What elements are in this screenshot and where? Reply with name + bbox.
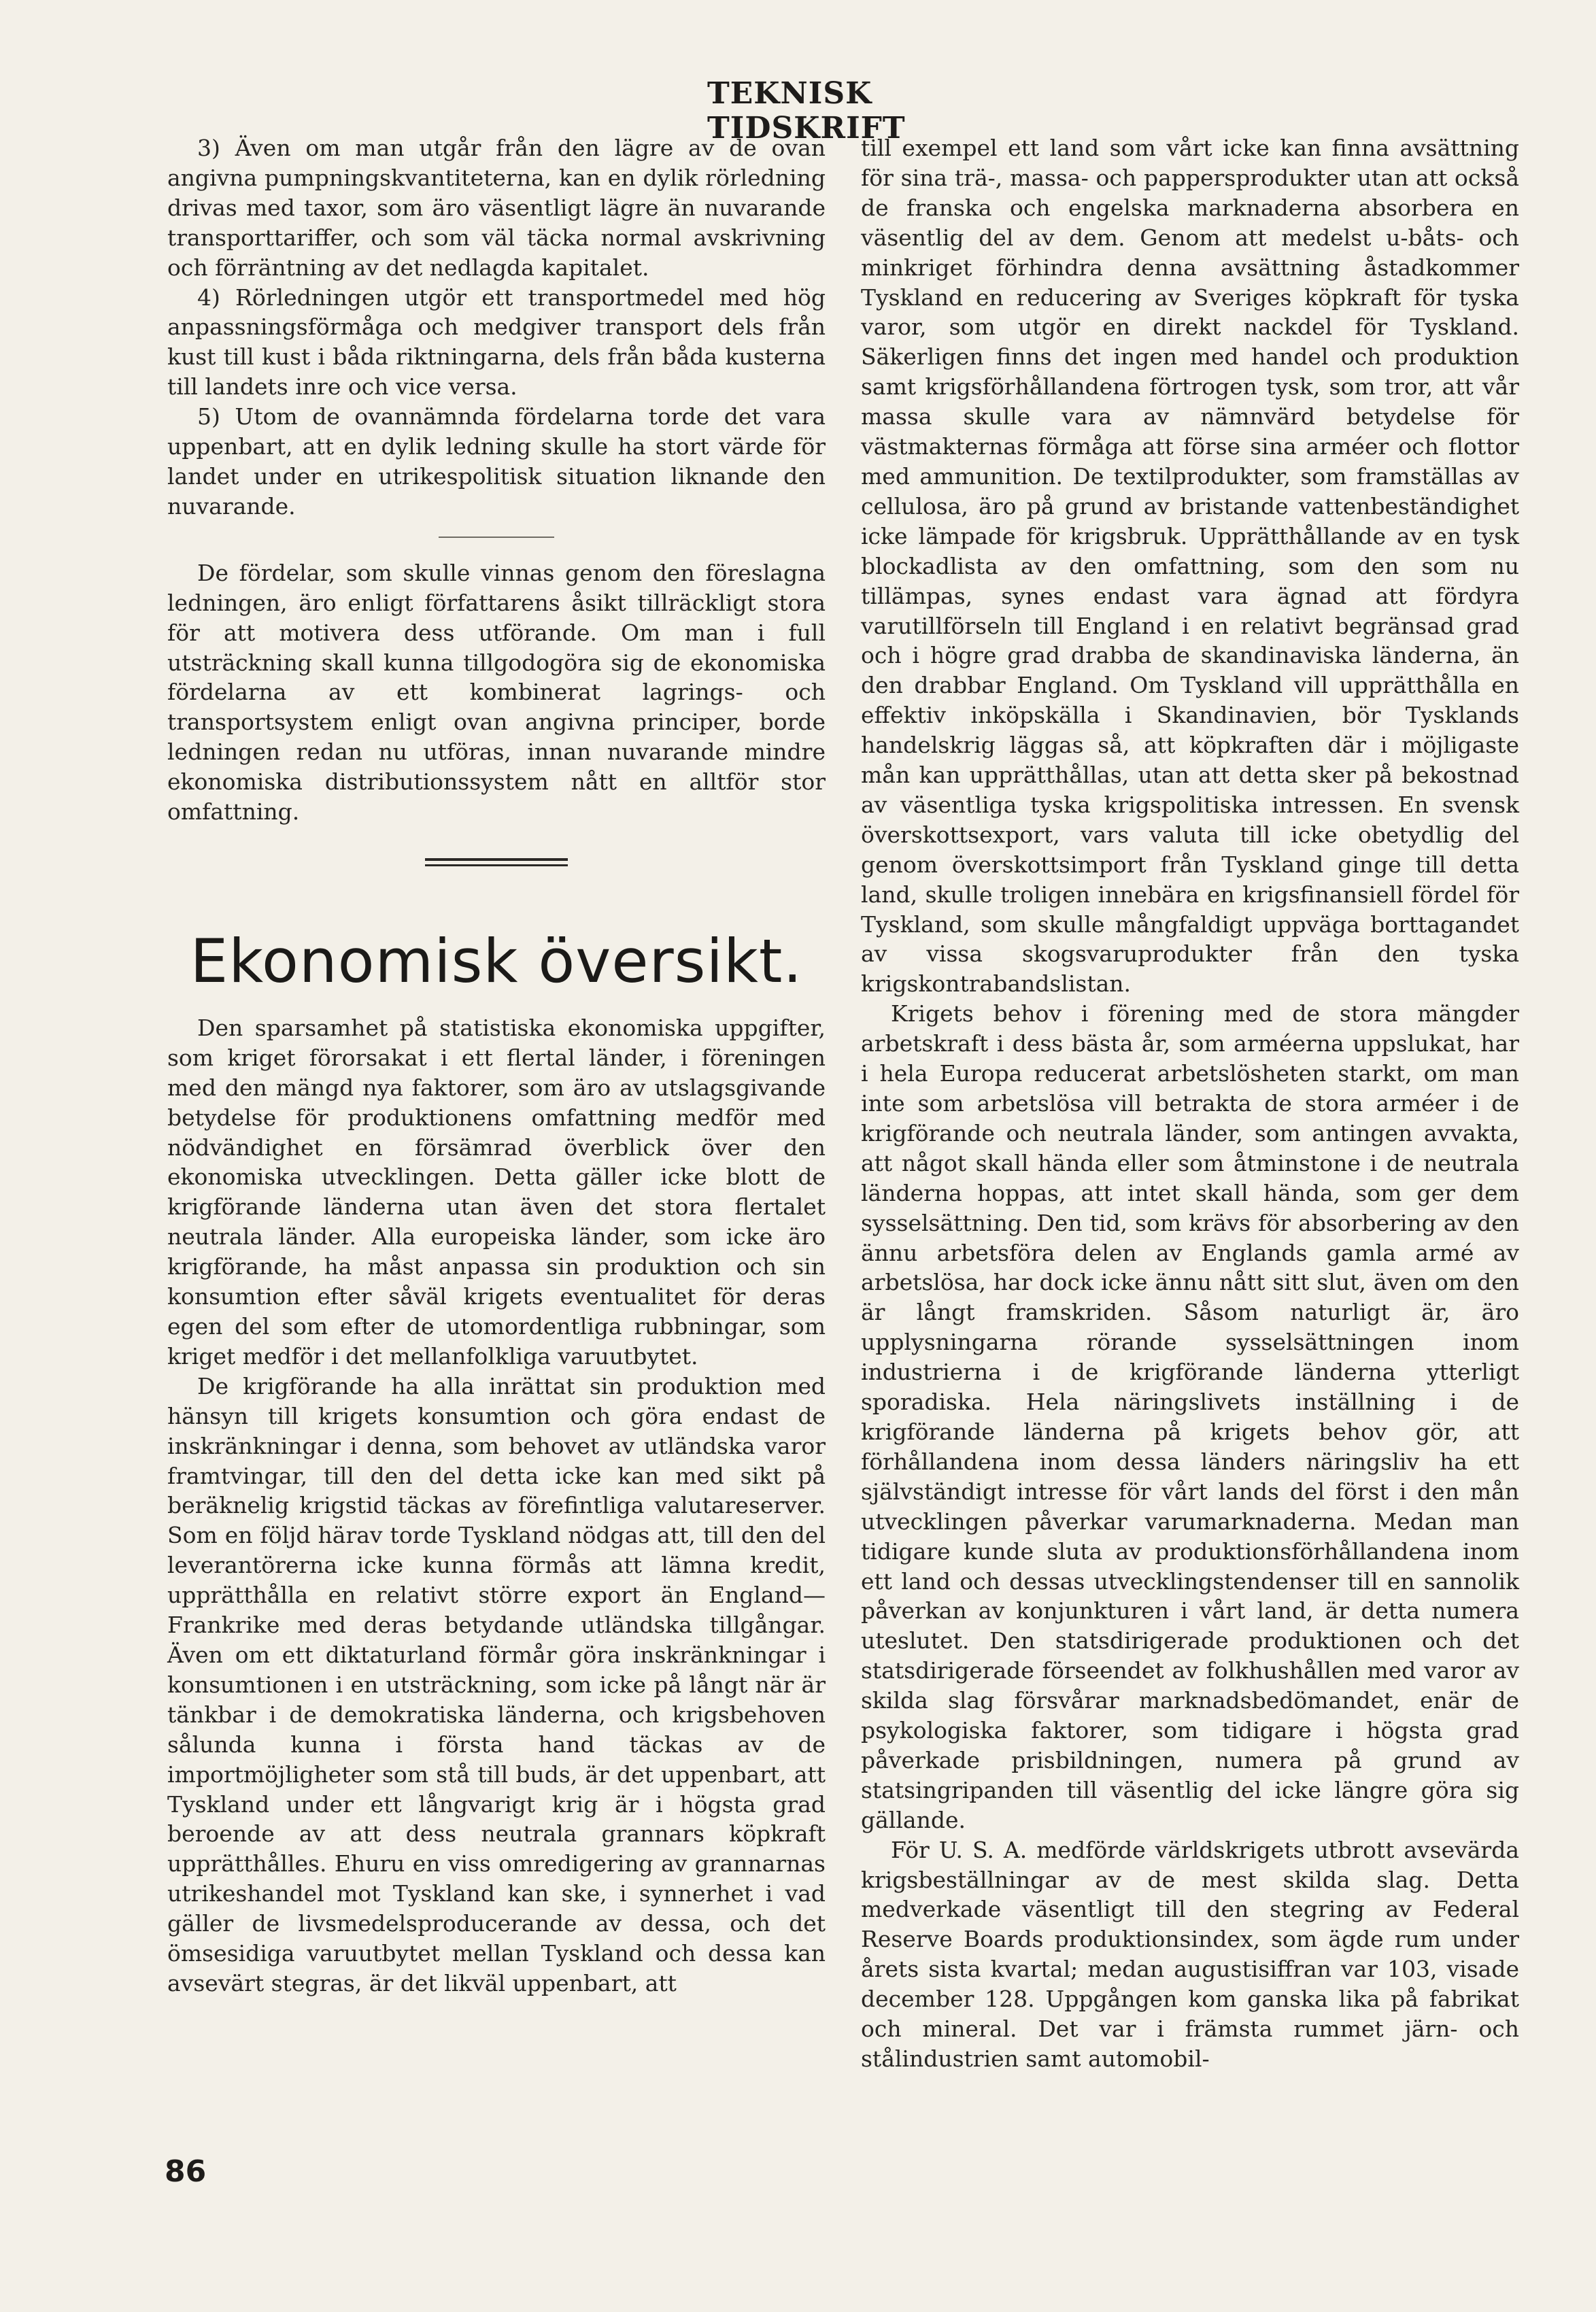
article-conclusion-paragraph: De fördelar, som skulle vinnas genom den föreslagna ledningen, äro enligt författarens åsikt tillräckligt stora för att motivera dess utförande. Om man i full utsträckning skall kunna tillgodogöra sig de ekonomiska fördelarna av ett kombinerat lagrings- och transportsystem enligt ovan angivna principer, borde ledningen redan nu utföras, innan nuvarande mindre ekonomiska distributionssystem nått en alltför stor omfattning. [167,559,826,826]
article-paragraph: För U. S. A. medförde världskrigets utbrott avsevärda krigsbeställningar av de mest skilda slag. Detta medverkade väsentligt till den stegring av Federal Reserve Boards produktionsindex, som ägde rum under årets sista kvartal; medan augustisiffran var 103, visade december 128. Uppgången kom ganska lika på fabrikat och mineral. Det var i främsta rummet järn- och stålindustrien samt automobil- [861,1836,1519,2072]
article-end-rule [425,858,568,866]
section-heading: Ekonomisk översikt. [190,925,803,996]
article-paragraph: Krigets behov i förening med de stora mängder arbetskraft i dess bästa år, som arméerna uppslukat, har i hela Europa reducerat arbetslösheten starkt, om man inte som arbetslösa vill betrakta de stora arméer i de krigförande och neutrala länder, som antingen avvakta, att något skall hända eller som åtminstone i de neutrala länderna hoppas, att intet skall hända, som ger dem sysselsättning. Den tid, som krävs för absorbering av den ännu arbetsföra delen av Englands gamla armé av arbetslösa, har dock icke ännu nått sitt slut, även om den är långt framskriden. Såsom naturligt är, äro upplysningarna rörande sysselsättningen inom industrierna i de krigförande länderna ytterligt sporadiska. Hela näringslivets inställning i de krigförande länderna på krigets behov gör, att förhållandena inom dessa länders näringsliv ha ett självständigt intresse för vårt lands del först i den mån utvecklingen påverkar varumarknaderna. Medan man tidigare kunde sluta av produktionsförhållandena inom ett land och dessas utvecklingstendenser till en sannolik påverkan av konjunkturen i vårt land, är detta numera uteslutet. Den statsdirigerade produktionen och det statsdirigerade förseendet av folkhushållen med varor av skilda slag försvårar marknadsbedömandet, enär de psykologiska faktorer, som tidigare i högsta grad påverkade prisbildningen, numera på grund av statsingripanden till väsentlig del icke längre göra sig gällande. [861,1000,1519,1833]
article-paragraph: 3) Även om man utgår från den lägre av de ovan angivna pumpningskvantiteterna, kan en dylik rörledning drivas med taxor, som äro väsentligt lägre än nuvarande transporttariffer, och som väl täcka normal avskrivning och förräntning av det nedlagda kapitalet. [167,135,826,281]
section-divider [439,537,554,538]
article-paragraph: Den sparsamhet på statistiska ekonomiska uppgifter, som kriget förorsakat i ett flertal länder, i föreningen med den mängd nya faktorer, som äro av utslagsgivande betydelse för produktionens omfattning medför med nödvändighet en försämrad överblick över den ekonomiska utvecklingen. Detta gäller icke blott de krigförande länderna utan även det stora flertalet neutrala länder. Alla europeiska länder, som icke äro krigförande, ha måst anpassa sin produktion och sin konsumtion efter såväl krigets eventualitet för deras egen del som efter de utomordentliga rubbningar, som kriget medför i det mellanfolkliga varuutbytet. [167,1014,826,1370]
page-number: 86 [165,2154,207,2189]
article-paragraph: 5) Utom de ovannämnda fördelarna torde det vara uppenbart, att en dylik ledning skulle ha stort värde för landet under en utrikespolitisk situation liknande den nuvarande. [167,403,826,520]
right-column [861,133,1519,2074]
article-paragraph: 4) Rörledningen utgör ett transportmedel med hög anpassningsförmåga och medgiver transport dels från kust till kust i båda riktningarna, dels från båda kusterna till landets inre och vice versa. [167,284,826,401]
journal-header: TEKNISK TIDSKRIFT [707,76,906,146]
left-column [167,133,826,1999]
article-paragraph-continued: till exempel ett land som vårt icke kan finna avsättning för sina trä-, massa- och pappersprodukter utan att också de franska och engelska marknaderna absorbera en väsentlig del av dem. Genom att medelst u-båts- och minkriget förhindra denna avsättning åstadkommer Tyskland en reducering av Sveriges köpkraft för tyska varor, som utgör en direkt nackdel för Tyskland. Säkerligen finns det ingen med handel och produktion samt krigsförhållandena förtrogen tysk, som tror, att vår massa skulle vara av nämnvärd betydelse för västmakternas förmåga att förse sina arméer och flottor med ammunition. De textilprodukter, som framställas av cellulosa, äro på grund av bristande vattenbeständighet icke lämpade för krigsbruk. Upprätthållande av en tysk blockadlista av den omfattning, som den som nu tillämpas, synes endast vara ägnad att fördyra varutillförseln till England i en relativt begränsad grad och i högre grad drabba de skandinaviska länderna, än den drabbar England. Om Tyskland vill upprätthålla en effektiv inköpskälla i Skandinavien, bör Tysklands handelskrig läggas så, att köpkraften där i möjligaste mån kan upprätthållas, utan att detta sker på bekostnad av väsentliga tyska krigspolitiska intressen. En svensk överskottsexport, vars valuta till icke obetydlig del genom överskottsimport från Tyskland ginge till detta land, skulle troligen innebära en krigsfinansiell fördel för Tyskland, som skulle mångfaldigt uppväga borttagandet av vissa skogsvaruprodukter från den tyska krigskontrabandslistan. [861,135,1519,998]
article-paragraph: De krigförande ha alla inrättat sin produktion med hänsyn till krigets konsumtion och göra endast de inskränkningar i denna, som behovet av utländska varor framtvingar, till den del detta icke kan med sikt på beräknelig krigstid täckas av förefintliga valutareserver. Som en följd härav torde Tyskland nödgas att, till den del leverantörerna icke kunna förmås att lämna kredit, upprätthålla en relativt större export än England—Frankrike med deras betydande utländska tillgångar. Även om ett diktaturland förmår göra inskränkningar i konsumtionen i en utsträckning, som icke på långt när är tänkbar i de demokratiska länderna, och krigsbehoven sålunda kunna i första hand täckas av de importmöjligheter som stå till buds, är det uppenbart, att Tyskland under ett långvarigt krig är i högsta grad beroende av att dess neutrala grannars köpkraft upprätthålles. Ehuru en viss omredigering av grannarnas utrikeshandel mot Tyskland kan ske, i synnerhet i vad gäller de livsmedelsproducerande av dessa, och det ömsesidiga varuutbytet mellan Tyskland och dessa kan avsevärt stegras, är det likväl uppenbart, att [167,1372,826,1996]
